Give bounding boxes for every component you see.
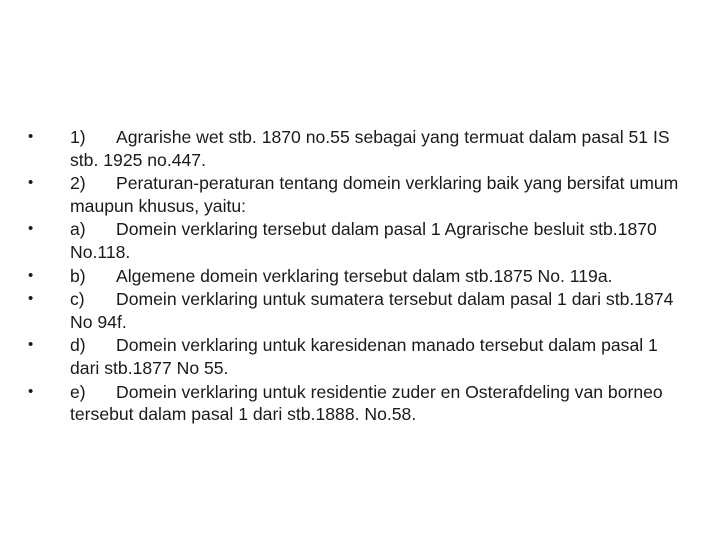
item-text: Agrarishe wet stb. 1870 no.55 sebagai yang termuat dalam pasal 51 IS stb. 1925 no.447.	[70, 127, 670, 170]
item-marker: 1)	[70, 127, 86, 147]
item-marker: b)	[70, 265, 86, 286]
list-item-a	[28, 218, 688, 263]
list-item-e	[28, 381, 688, 426]
item-text: Domein verklaring tersebut dalam pasal 1 Agrarische besluit stb.1870 No.118.	[70, 219, 657, 262]
list-item-c	[28, 288, 688, 333]
item-text: Domein verklaring untuk karesidenan manado tersebut dalam pasal 1 dari stb.1877 No 55.	[70, 335, 658, 378]
list-item-1	[28, 126, 688, 171]
item-marker: 2)	[70, 173, 86, 194]
item-text: Peraturan-peraturan tentang domein verklaring baik yang bersifat umum maupun khusus, yaitu:	[70, 173, 679, 216]
bullet-list	[28, 126, 688, 427]
list-item-2	[28, 172, 688, 217]
item-text: Algemene domein verklaring tersebut dalam stb.1875 No. 119a.	[116, 265, 613, 286]
bullet-icon: •	[28, 382, 34, 400]
item-marker: e)	[70, 381, 86, 402]
item-text: Domein verklaring untuk residentie zuder en Osterafdeling van borneo tersebut dalam pasal 1 dari stb.1888. No.58.	[70, 381, 663, 425]
item-marker: a)	[70, 219, 86, 240]
item-text: Domein verklaring untuk sumatera tersebut dalam pasal 1 dari stb.1874 No 94f.	[70, 289, 674, 332]
item-marker: c)	[70, 289, 85, 310]
list-item-d	[28, 334, 688, 379]
bullet-icon: •	[28, 266, 34, 284]
bullet-icon: •	[28, 174, 34, 192]
list-item-b	[28, 265, 688, 288]
bullet-icon: •	[28, 290, 34, 308]
bullet-icon: •	[28, 128, 34, 145]
bullet-icon: •	[28, 336, 34, 354]
item-marker: d)	[70, 335, 86, 356]
bullet-icon: •	[28, 220, 34, 238]
